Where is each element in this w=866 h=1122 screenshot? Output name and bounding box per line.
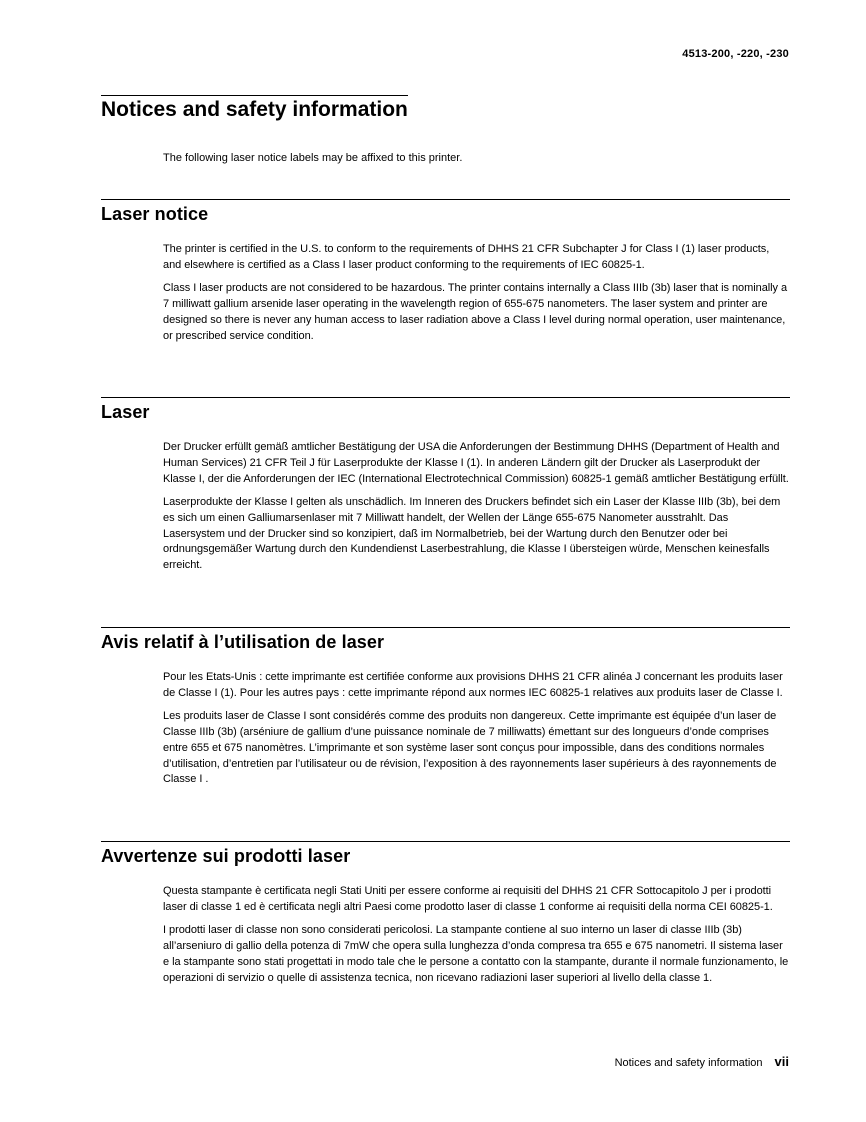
section-heading: Avis relatif à l’utilisation de laser bbox=[101, 632, 385, 652]
section-laser-german bbox=[101, 397, 790, 581]
section-heading: Laser notice bbox=[101, 204, 209, 224]
section-laser-notice bbox=[101, 199, 790, 351]
section-avis-laser-french bbox=[101, 627, 790, 795]
footer-section-name: Notices and safety information bbox=[614, 1057, 763, 1069]
section-heading: Avvertenze sui prodotti laser bbox=[101, 846, 351, 866]
section-heading: Laser bbox=[101, 402, 150, 422]
paragraph: Questa stampante è certificata negli Stati Uniti per essere conforme ai requisiti del DHHS 21 CFR Sottocapitolo J per i prodotti laser di classe 1 ed è certificata negli altri Paesi come prodotto laser di classe 1 conforme ai requisiti della norma CEI 60825-1. bbox=[163, 885, 773, 913]
paragraph: Les produits laser de Classe I sont considérés comme des produits non dangereux. Cette imprimante est équipée d’un laser de Classe IIIb (3b) (arséniure de gallium d’une puissance nominale de 7 milliwatts) émettant sur des longueurs d’onde comprises entre 655 et 675 nanomètres. L’imprimante et son système laser sont conçus pour impossible, dans des conditions normales d’utilisation, d’entretien par l’utilisateur ou de révision, l’exposition à des rayonnements laser supérieurs à des rayonnements de Classe I . bbox=[163, 709, 777, 786]
paragraph: Pour les Etats-Unis : cette imprimante est certifiée conforme aux provisions DHHS 21 CFR alinéa J concernant les produits laser de Classe I (1). Pour les autres pays : cette imprimante répond aux normes IEC 60825-1 relatives aux produits laser de Classe I. bbox=[163, 671, 783, 699]
section-avvertenze-italian bbox=[101, 841, 790, 993]
paragraph: The printer is certified in the U.S. to conform to the requirements of DHHS 21 CFR Subchapter J for Class I (1) laser products, and elsewhere is certified as a Class I laser product conforming to the requirements of IEC 60825-1. bbox=[163, 243, 770, 271]
intro-paragraph: The following laser notice labels may be affixed to this printer. bbox=[163, 152, 463, 164]
page-number: vii bbox=[774, 1054, 789, 1069]
paragraph: Der Drucker erfüllt gemäß amtlicher Bestätigung der USA die Anforderungen der Bestimmung DHHS (Department of Health and Human Services) 21 CFR Teil J für Laserprodukte der Klasse I (1). In anderen Ländern gilt der Drucker als Laserprodukt der Klasse I, der die Anforderungen der IEC (International Electrotechnical Commission) 60825-1 gemäß amtlicher Bestätigung erfüllt. bbox=[163, 441, 789, 485]
page-title: Notices and safety information bbox=[101, 95, 408, 122]
paragraph: Class I laser products are not considered to be hazardous. The printer contains internally a Class IIIb (3b) laser that is nominally a 7 milliwatt gallium arsenide laser operating in the wavelength region of 655-675 nanometers. The laser system and printer are designed so there is never any human access to laser radiation above a Class I level during normal operation, user maintenance, or prescribed service condition. bbox=[163, 281, 788, 342]
paragraph: I prodotti laser di classe non sono considerati pericolosi. La stampante contiene al suo interno un laser di classe IIIb (3b) all’arseniuro di gallio della potenza di 7mW che opera sulla lunghezza d’onda compresa tra 655 e 675 nanometri. Il sistema laser e la stampante sono stati progettati in modo tale che le persone a contatto con la stampante, durante il normale funzionamento, le operazioni di servizio o quelle di assistenza tecnica, non ricevano radiazioni laser superiori al livello della classe 1. bbox=[163, 923, 789, 984]
model-number-header: 4513-200, -220, -230 bbox=[682, 48, 789, 60]
paragraph: Laserprodukte der Klasse I gelten als unschädlich. Im Inneren des Druckers befindet sich ein Laser der Klasse IIIb (3b), bei dem es sich um einen Galliumarsenlaser mit 7 Milliwatt handelt, der Wellen der Länge 655-675 Nanometer ausstrahlt. Das Lasersystem und der Drucker sind so konzipiert, daß im Normalbetrieb, bei der Wartung durch den Benutzer oder bei ordnungsgemäßer Wartung durch den Kundendienst Laserbestrahlung, die Klasse I übersteigen würde, Menschen keinesfalls erreicht. bbox=[163, 495, 781, 572]
page-footer bbox=[615, 1054, 789, 1069]
